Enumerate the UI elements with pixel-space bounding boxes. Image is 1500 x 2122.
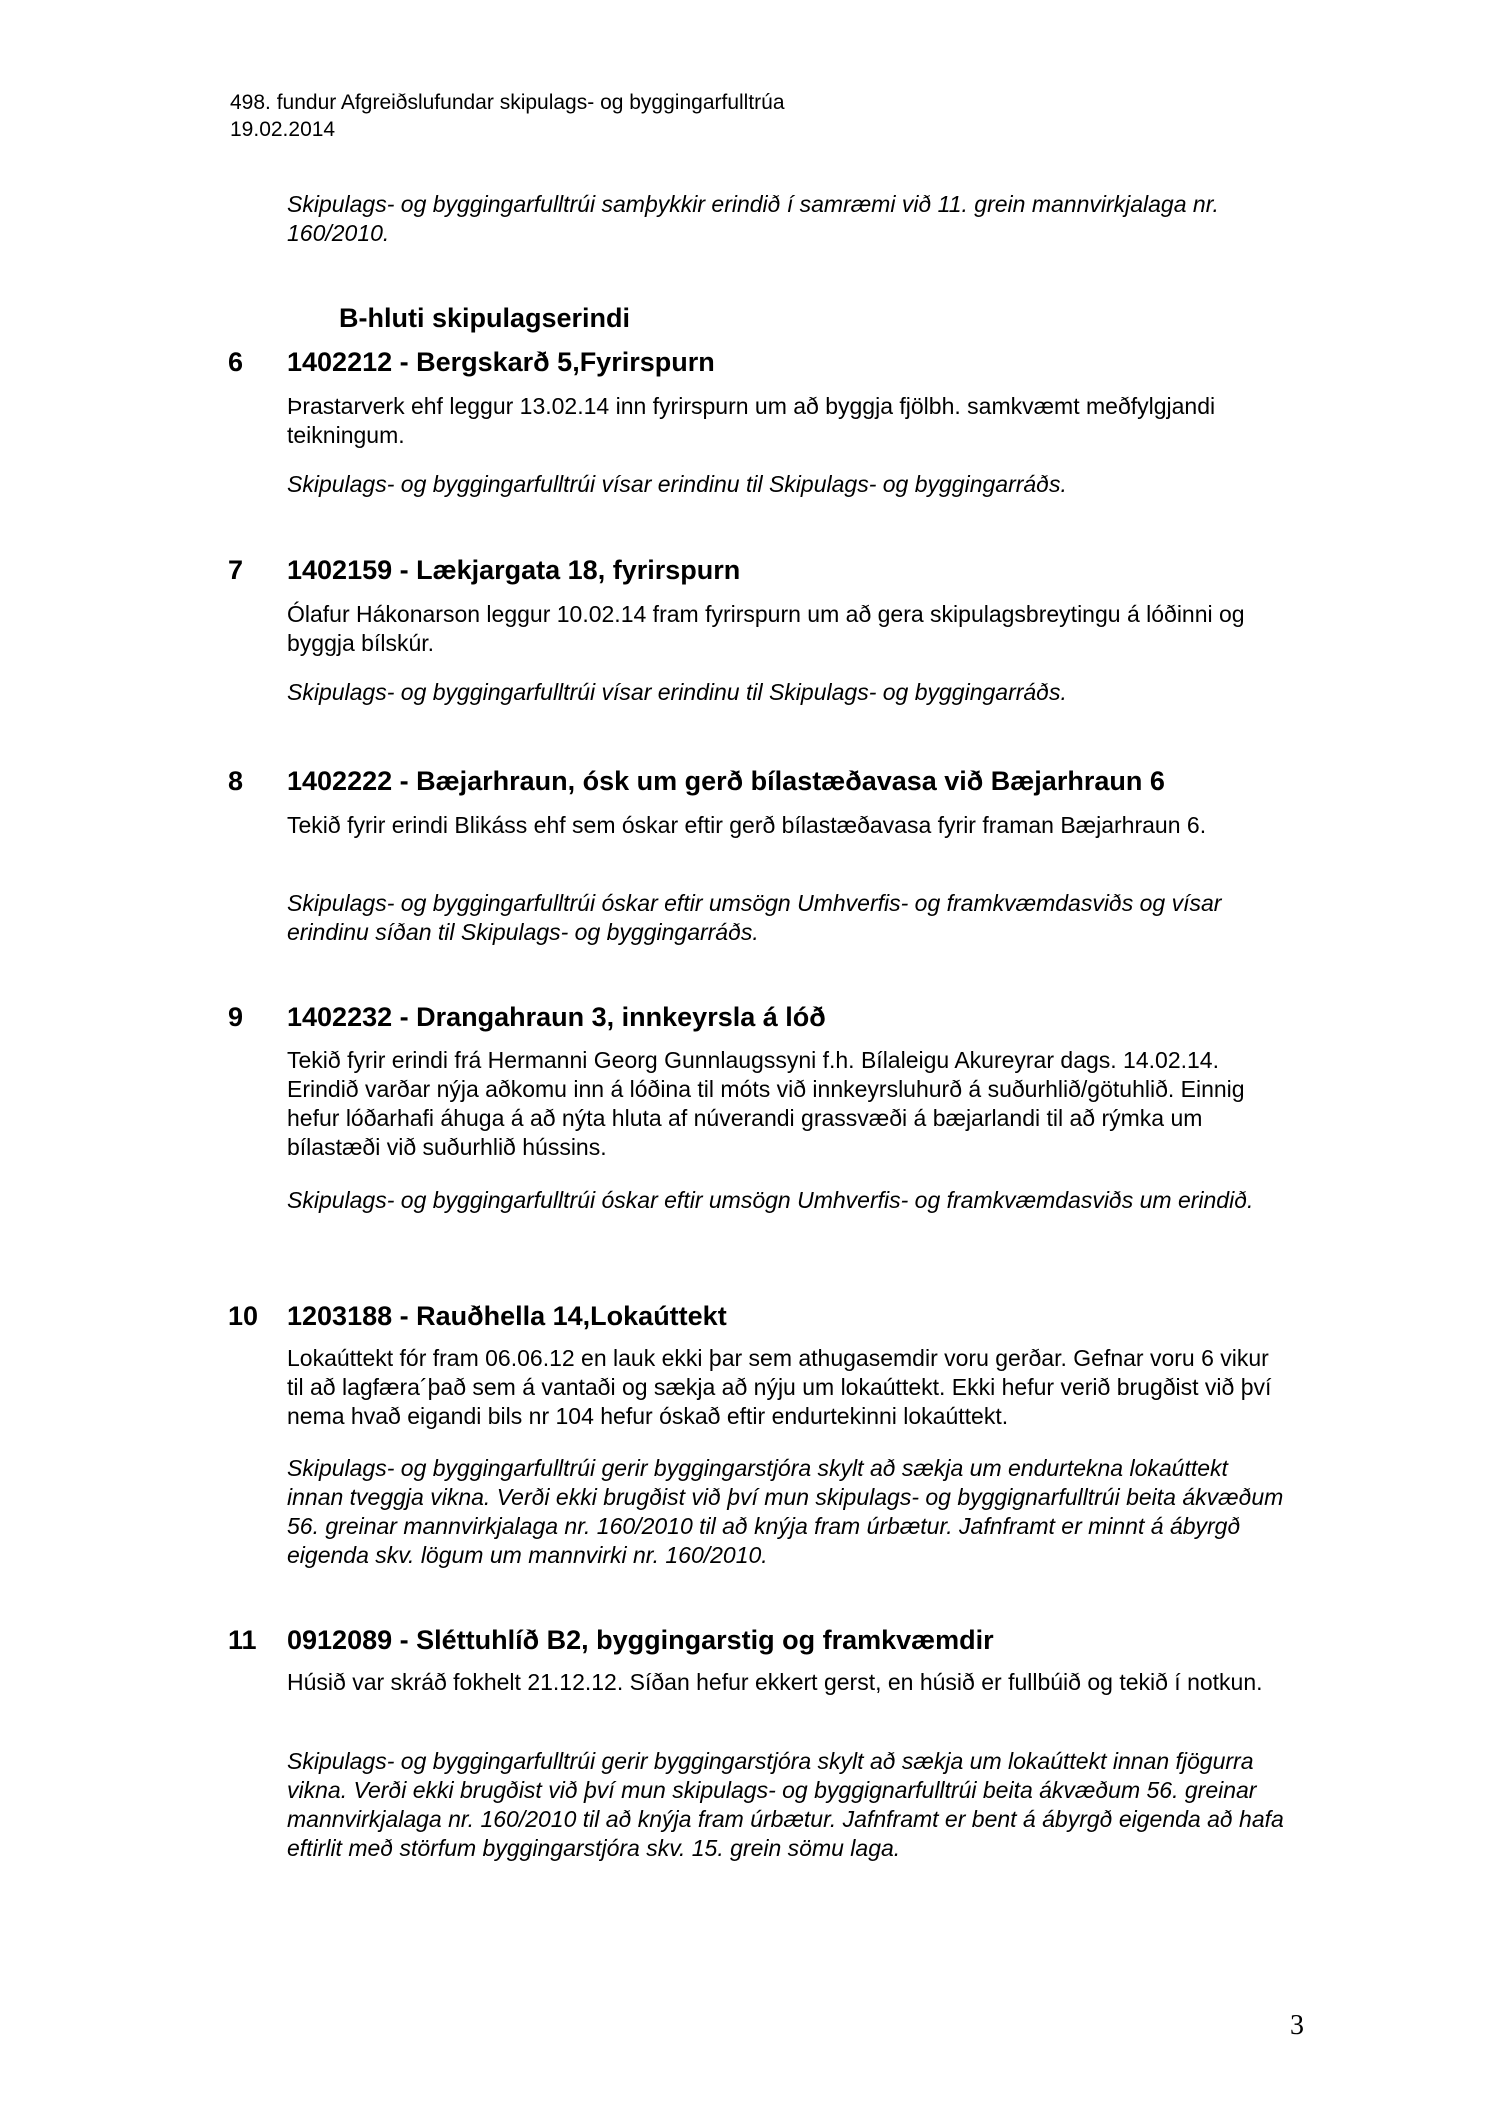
item-body: Tekið fyrir erindi frá Hermanni Georg Gunnlaugssyni f.h. Bílaleigu Akureyrar dags. 14.02.14. Erindið varðar nýja aðkomu inn á lóðina til móts við innkeyrsluhurð á suðurhlið/götuhlið. Einnig hefur lóðarhafi áhuga á að nýta hluta af núverandi grassvæði á bæjarlandi til að rýmka um bílastæði við suðurhlið hússins. [287,1047,1245,1160]
item-decision: Skipulags- og byggingarfulltrúi gerir byggingarstjóra skylt að sækja um lokaúttekt innan fjögurra vikna. Verði ekki brugðist við því mun skipulags- og byggignarfulltrúi beita ákvæðum 56. greinar mannvirkjalaga nr. 160/2010 til að knýja fram úrbætur. Jafnframt er bent á ábyrgð eigenda að hafa eftirlit með störfum byggingarstjóra skv. 15. grein sömu laga. [287,1748,1284,1861]
page-number: 3 [1290,2010,1304,2041]
header-date: 19.02.2014 [230,118,336,141]
item-title: 0912089 - Sléttuhlíð B2, byggingarstig og framkvæmdir [287,1625,994,1655]
header-meeting-title: 498. fundur Afgreiðslufundar skipulags- og byggingarfulltrúa [230,91,785,114]
intro-decision: Skipulags- og byggingarfulltrúi samþykkir erindið í samræmi við 11. grein mannvirkjalaga nr. 160/2010. [287,191,1219,246]
item-number: 11 [228,1625,257,1655]
item-title: 1402159 - Lækjargata 18, fyrirspurn [287,555,741,585]
item-decision: Skipulags- og byggingarfulltrúi vísar erindinu til Skipulags- og byggingarráðs. [287,679,1067,705]
item-number: 10 [228,1301,259,1331]
item-number: 8 [228,766,244,796]
section-title: B-hluti skipulagserindi [339,303,631,333]
item-title: 1402222 - Bæjarhraun, ósk um gerð bílastæðavasa við Bæjarhraun 6 [287,766,1165,796]
item-decision: Skipulags- og byggingarfulltrúi gerir byggingarstjóra skylt að sækja um endurtekna lokaúttekt innan tveggja vikna. Verði ekki brugðist við því mun skipulags- og byggignarfulltrúi beita ákvæðum 56. greinar mannvirkjalaga nr. 160/2010 til að knýja fram úrbætur. Jafnframt er minnt á ábyrgð eigenda skv. lögum um mannvirki nr. 160/2010. [287,1455,1284,1568]
item-number: 9 [228,1002,244,1032]
item-number: 6 [228,347,244,377]
item-body: Húsið var skráð fokhelt 21.12.12. Síðan hefur ekkert gerst, en húsið er fullbúið og tekið í notkun. [287,1669,1263,1695]
item-body: Þrastarverk ehf leggur 13.02.14 inn fyrirspurn um að byggja fjölbh. samkvæmt meðfylgjandi teikningum. [287,393,1216,448]
item-body: Tekið fyrir erindi Blikáss ehf sem óskar eftir gerð bílastæðavasa fyrir framan Bæjarhraun 6. [287,812,1207,838]
item-decision: Skipulags- og byggingarfulltrúi óskar eftir umsögn Umhverfis- og framkvæmdasviðs um erindið. [287,1187,1254,1213]
item-decision: Skipulags- og byggingarfulltrúi vísar erindinu til Skipulags- og byggingarráðs. [287,471,1067,497]
item-decision: Skipulags- og byggingarfulltrúi óskar eftir umsögn Umhverfis- og framkvæmdasviðs og vísar erindinu síðan til Skipulags- og byggingarráðs. [287,890,1222,945]
item-title: 1402212 - Bergskarð 5,Fyrirspurn [287,347,715,377]
item-title: 1402232 - Drangahraun 3, innkeyrsla á lóð [287,1002,826,1032]
item-title: 1203188 - Rauðhella 14,Lokaúttekt [287,1301,727,1331]
item-body: Ólafur Hákonarson leggur 10.02.14 fram fyrirspurn um að gera skipulagsbreytingu á lóðinni og byggja bílskúr. [287,601,1245,656]
item-body: Lokaúttekt fór fram 06.06.12 en lauk ekki þar sem athugasemdir voru gerðar. Gefnar voru 6 vikur til að lagfæra´það sem á vantaði og sækja að nýju um lokaúttekt. Ekki hefur verið brugðist við því nema hvað eigandi bils nr 104 hefur óskað eftir endurtekinni lokaúttekt. [287,1345,1272,1429]
item-number: 7 [228,555,244,585]
